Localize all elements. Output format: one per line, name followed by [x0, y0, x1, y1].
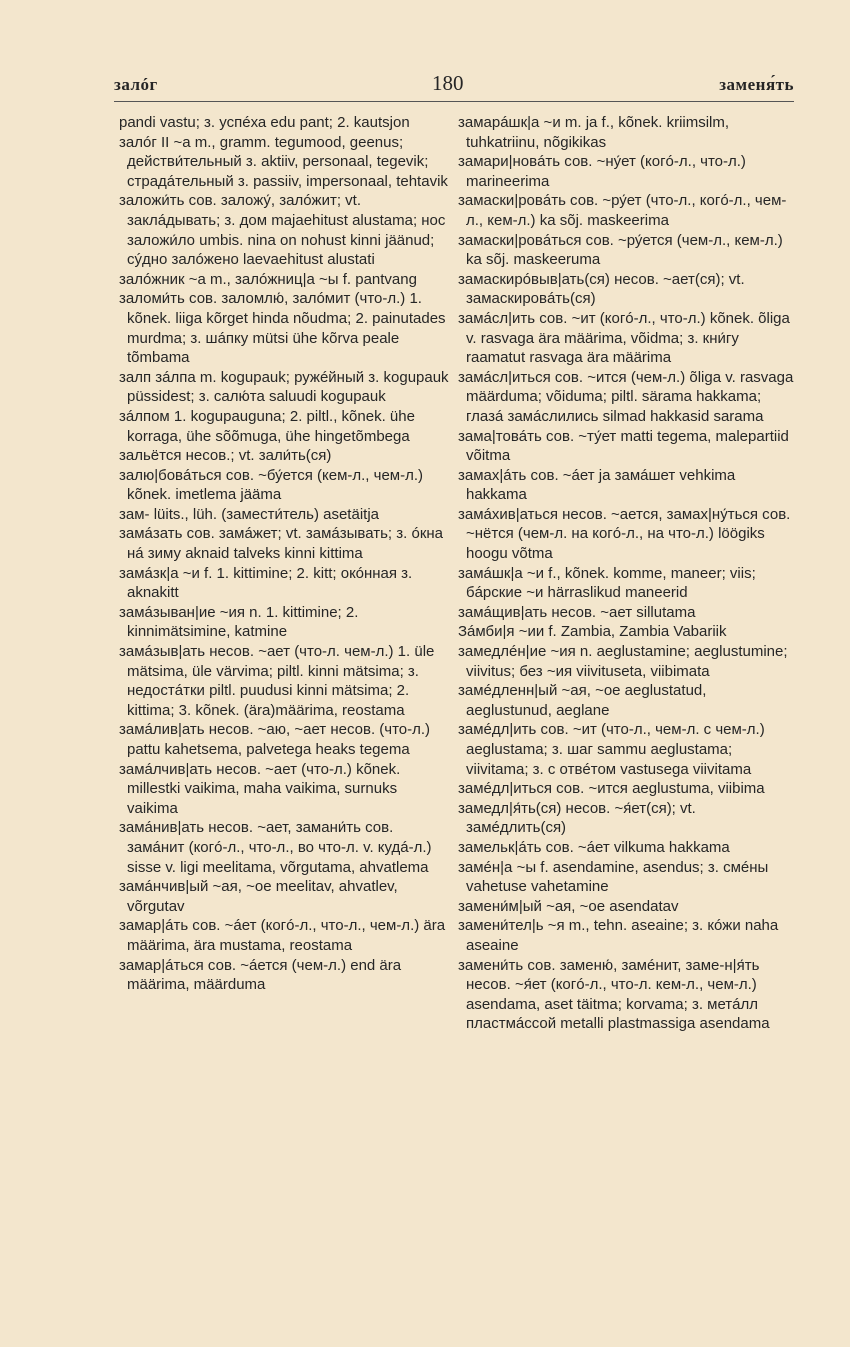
dictionary-entry: заломи́ть сов. заломлю́, залóмит (что-л.) 1. kõnek. liiga kõrget hinda nõudma; 2. painutades murdma; з. шáпку mütsi ühe kõrva peale tõmbama — [119, 290, 446, 367]
dictionary-entry: зам- lüits., lüh. (замести́тель) asetäitja — [119, 505, 379, 523]
dictionary-entry: залóг II ~а m., gramm. tegumood, geenus; действи́тельный з. aktiiv, personaal, tegevik; страдáтельный з. passiiv, impersonaal, tehtavik — [119, 133, 448, 190]
dictionary-entry: залп зáлпа m. kogupauk; ружéйный з. kogupauk püssidest; з. салю́та saluudi kogupauk — [119, 368, 449, 406]
right-column — [458, 113, 794, 1034]
page-number: 180 — [432, 71, 464, 95]
dictionary-entry: замáхив|аться несов. ~ается, замах|ну́ться сов. ~нётся (чем-л. на когó-л., на что-л.) löögiks hoogu võtma — [458, 505, 791, 563]
dictionary-entry: замáзыван|ие ~ия n. 1. kittimine; 2. kinnimätsimine, katmine — [119, 603, 359, 641]
dictionary-entry: замáнчив|ый ~ая, ~ое meelitav, ahvatlev, võrgutav — [119, 878, 398, 915]
dictionary-entry: замéдл|иться сов. ~ится aeglustuma, viibima — [458, 780, 765, 798]
header-rule — [114, 101, 794, 102]
dictionary-entry: замáсл|иться сов. ~ится (чем-л.) õliga v. rasvaga määrduma; võiduma; piltl. särama hakkama; глазá замáслились silmad hakkasid sarama — [458, 368, 794, 425]
left-guide-word: залóг — [114, 75, 158, 94]
left-column — [119, 113, 451, 995]
dictionary-entry: замедлéн|ие ~ия n. aeglustamine; aeglustumine; viivitus; без ~ия viivituseta, viibimata — [458, 643, 788, 680]
dictionary-entry: замáщив|ать несов. ~ает sillutama — [458, 603, 696, 621]
dictionary-entry: зальётся несов.; vt. зали́ть(ся) — [119, 447, 332, 465]
dictionary-entry: замени́ть сов. заменю́, замéнит, заме-н|я́ть несов. ~я́ет (когó-л., что-л. кем-л., чем-л.) asendama, aset täitma; korvama; з. метáлл пластмáссой metalli plastmassiga asendama — [458, 956, 770, 1033]
dictionary-entry: замах|áть сов. ~áет ja замáшет vehkima hakkama — [458, 466, 736, 504]
dictionary-entry: зáлпом 1. kogupauguna; 2. piltl., kõnek. ühe korraga, ühe sõõmuga, ühe hingetõmbega — [119, 407, 415, 445]
page-header — [114, 71, 794, 99]
dictionary-entry: зама|товáть сов. ~ту́ет matti tegema, malepartiid võitma — [458, 427, 789, 465]
dictionary-entry: замáлчив|ать несов. ~ает (что-л.) kõnek. millestki vaikima, maha vaikima, surnuks vaikima — [119, 760, 401, 817]
dictionary-entry: замáсл|ить сов. ~ит (когó-л., что-л.) kõnek. õliga v. rasvaga ära määrima, võidma; з. кни́гу raamatut rasvaga ära määrima — [458, 309, 790, 367]
dictionary-entry: замáшк|а ~и f., kõnek. komme, maneer; viis; бáрские ~и härraslikud maneerid — [458, 564, 756, 602]
dictionary-entry: замаски|ровáть сов. ~ру́ет (что-л., когó-л., чем-л., кем-л.) ka sõj. maskeerima — [458, 192, 787, 229]
dictionary-entry: замéдленн|ый ~ая, ~ое aeglustatud, aeglustunud, aeglane — [458, 682, 707, 719]
dictionary-entry: замáнив|ать несов. ~ает, замани́ть сов. замáнит (когó-л., что-л., во что-л. v. кудá-л.) sisse v. ligi meelitama, võrgutama, ahvatlema — [119, 819, 432, 876]
dictionary-entry: замáзать сов. замáжет; vt. замáзывать; з. óкна нá зиму aknaid talveks kinni kittima — [119, 525, 444, 563]
dictionary-entry: замельк|áть сов. ~áет vilkuma hakkama — [458, 838, 730, 856]
dictionary-entry: замаски|ровáться сов. ~ру́ется (чем-л., кем-л.) ka sõj. maskeeruma — [458, 231, 783, 269]
dictionary-entry: замар|áть сов. ~áет (когó-л., что-л., чем-л.) ära määrima, ära mustama, reostama — [119, 917, 446, 954]
dictionary-entry: замарáшк|а ~и m. ja f., kõnek. kriimsilm, tuhkatriinu, nõgikikas — [458, 114, 730, 151]
dictionary-entry: залю|бовáться сов. ~бу́ется (кем-л., чем-л.) kõnek. imetlema jääma — [119, 466, 424, 504]
dictionary-entry: замéн|а ~ы f. asendamine, asendus; з. смéны vahetuse vahetamine — [458, 858, 769, 896]
dictionary-entry: замени́м|ый ~ая, ~ое asendatav — [458, 897, 679, 915]
dictionary-entry: замени́тел|ь ~я m., tehn. aseaine; з. кóжи naha aseaine — [458, 917, 779, 954]
dictionary-entry: заложи́ть сов. заложу́, залóжит; vt. заклáдывать; з. дом majaehitust alustama; нос заложи́ло umbis. nina on nohust kinni jäänud; сýдно залóжено laevaehitust alustati — [119, 192, 446, 269]
dictionary-entry: замаскирóвыв|ать(ся) несов. ~ает(ся); vt. замаскировáть(ся) — [458, 270, 745, 308]
dictionary-entry: замедл|я́ть(ся) несов. ~я́ет(ся); vt. замéдлить(ся) — [458, 799, 696, 837]
dictionary-entry: замари|новáть сов. ~ну́ет (когó-л., что-л.) marineerima — [458, 153, 746, 190]
dictionary-entry: Зáмби|я ~ии f. Zambia, Zambia Vabariik — [458, 623, 727, 641]
dictionary-entry: pandi vastu; з. успéха edu pant; 2. kautsjon — [119, 114, 410, 131]
dictionary-entry: замáлив|ать несов. ~аю, ~ает несов. (что-л.) pattu kahetsema, palvetega heaks tegema — [119, 721, 431, 758]
dictionary-entry: залóжник ~а m., залóжниц|а ~ы f. pantvang — [119, 270, 417, 288]
right-guide-word: заменя́ть — [719, 75, 794, 94]
dictionary-entry: замар|áться сов. ~áется (чем-л.) end ära määrima, määrduma — [119, 956, 402, 994]
dictionary-entry: замáзк|а ~и f. 1. kittimine; 2. kitt; окóнная з. aknakitt — [119, 564, 413, 602]
dictionary-entry: замáзыв|ать несов. ~ает (что-л. чем-л.) 1. üle mätsima, üle värvima; piltl. kinni mätsima; з. недостáтки piltl. puudusi kinni mätsima; 2. kittima; 3. kõnek. (ära)määrima, reostama — [119, 643, 435, 719]
dictionary-entry: замéдл|ить сов. ~ит (что-л., чем-л. с чем-л.) aeglustama; з. шаг sammu aeglustama; viivitama; з. с отвéтом vastusega viivitama — [458, 721, 765, 778]
